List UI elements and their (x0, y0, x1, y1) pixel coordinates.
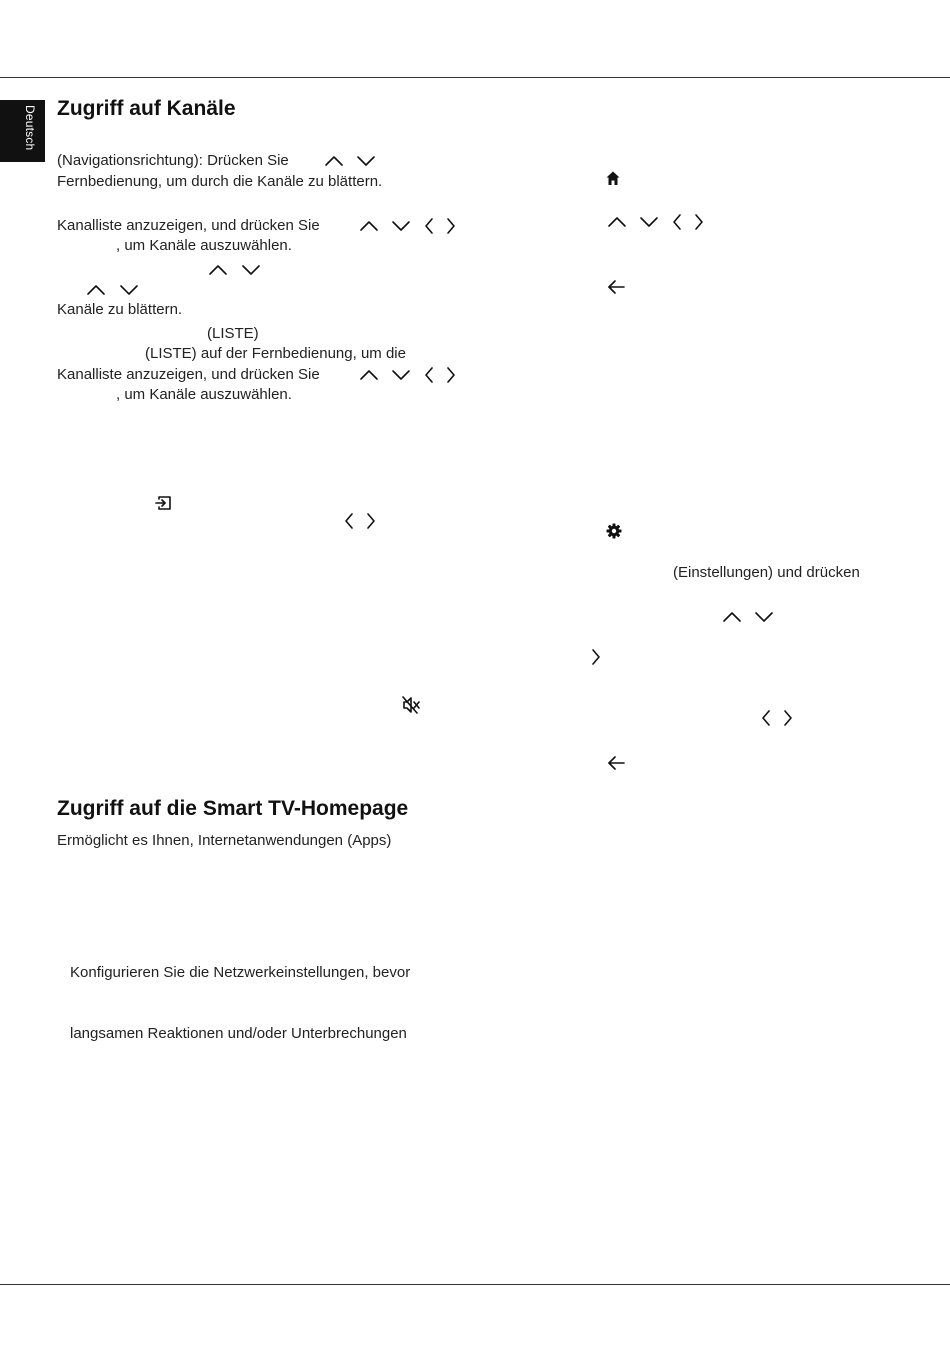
back-arrow-icon (606, 754, 626, 772)
left-arrow-icon (671, 213, 683, 231)
down-arrow-icon (639, 216, 659, 228)
mute-icon (401, 696, 421, 714)
left-arrow-icon (343, 512, 355, 530)
input-source-icon (155, 495, 173, 511)
top-rule (0, 77, 950, 78)
down-arrow-icon (391, 220, 411, 232)
home-icon (605, 170, 621, 186)
down-arrow-icon (356, 155, 376, 167)
down-arrow-icon (119, 284, 139, 296)
smart-tv-note-2: langsamen Reaktionen und/oder Unterbrechungen (70, 1025, 407, 1042)
right-arrow-icon (693, 213, 705, 231)
down-arrow-icon (241, 264, 261, 276)
down-arrow-icon (391, 369, 411, 381)
text-line: Kanalliste anzuzeigen, und drücken Sie (57, 217, 320, 234)
up-arrow-icon (359, 220, 379, 232)
text-line: Kanäle zu blättern. (57, 301, 183, 318)
right-arrow-icon (365, 512, 377, 530)
left-arrow-icon (423, 217, 435, 235)
text-line: Fernbedienung, um durch die Kanäle zu blättern. (57, 173, 383, 190)
text-line: Kanalliste anzuzeigen, und drücken Sie (57, 366, 320, 383)
section-heading-smart-tv: Zugriff auf die Smart TV-Homepage (57, 797, 409, 820)
up-arrow-icon (722, 611, 742, 623)
left-arrow-icon (423, 366, 435, 384)
up-arrow-icon (208, 264, 228, 276)
text-line: (LISTE) auf der Fernbedienung, um die (145, 345, 406, 362)
text-line: (Navigationsrichtung): Drücken Sie (57, 152, 289, 169)
settings-text: (Einstellungen) und drücken (673, 564, 860, 581)
left-arrow-icon (760, 709, 772, 727)
language-tab (0, 100, 45, 162)
right-arrow-icon (590, 648, 602, 666)
up-arrow-icon (607, 216, 627, 228)
up-arrow-icon (86, 284, 106, 296)
settings-gear-icon (606, 523, 622, 539)
down-arrow-icon (754, 611, 774, 623)
text-line: (LISTE) (207, 325, 259, 342)
bottom-rule (0, 1284, 950, 1285)
right-arrow-icon (445, 217, 457, 235)
smart-tv-note-1: Konfigurieren Sie die Netzwerkeinstellungen, bevor (70, 964, 411, 981)
right-arrow-icon (445, 366, 457, 384)
text-line: , um Kanäle auszuwählen. (116, 237, 292, 254)
up-arrow-icon (324, 155, 344, 167)
section-heading-channels: Zugriff auf Kanäle (57, 97, 236, 120)
up-arrow-icon (359, 369, 379, 381)
back-arrow-icon (606, 278, 626, 296)
language-tab-label: Deutsch (23, 105, 37, 151)
smart-tv-intro: Ermöglicht es Ihnen, Internetanwendungen (Apps) (57, 832, 392, 849)
right-arrow-icon (782, 709, 794, 727)
text-line: , um Kanäle auszuwählen. (116, 386, 292, 403)
